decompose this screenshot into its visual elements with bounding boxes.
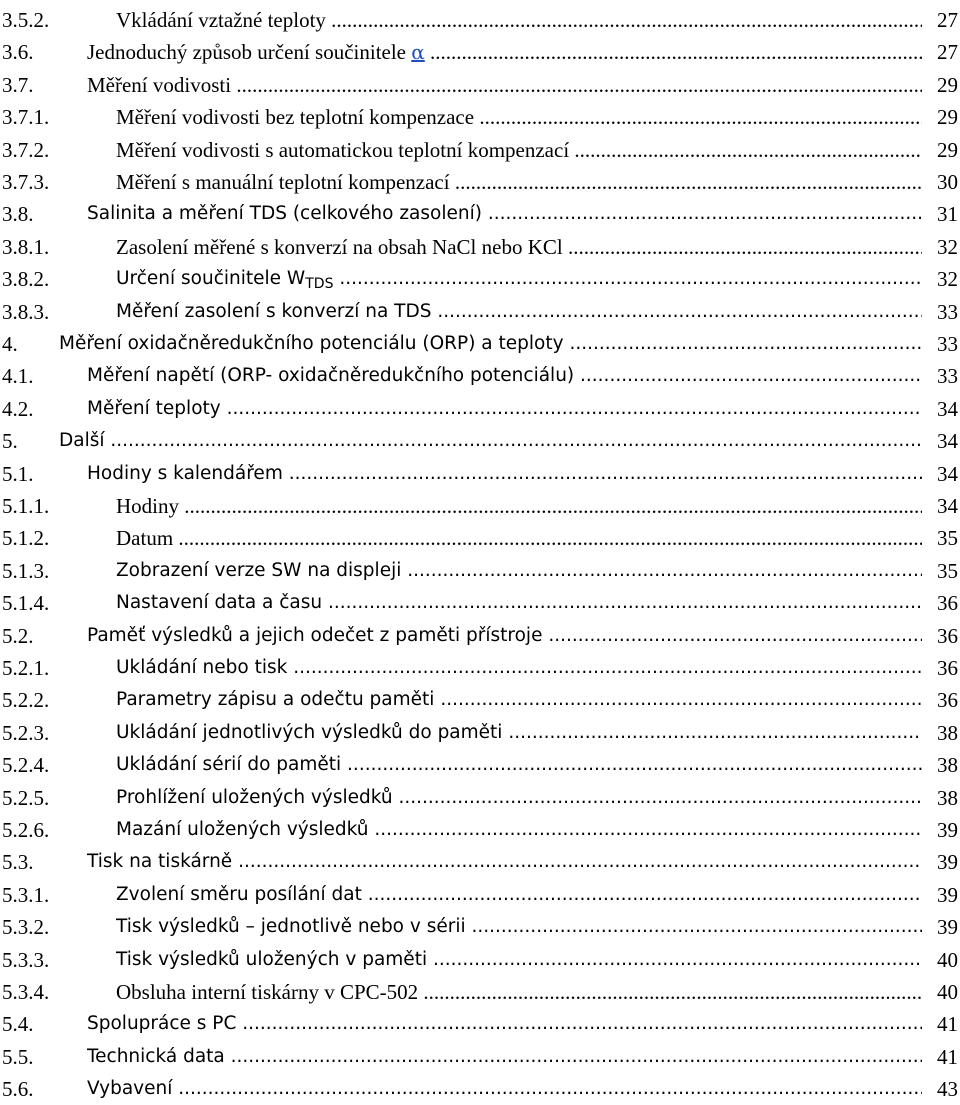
toc-entry-title-text: Tisk výsledků – jednotlivě nebo v sérii xyxy=(116,916,466,938)
toc-entry-title xyxy=(87,1073,922,1105)
toc-entry-title-text: Prohlížení uložených výsledků xyxy=(116,786,393,808)
toc-entry-number: 4. xyxy=(2,332,18,356)
toc-entry-title xyxy=(87,458,922,490)
toc-entry-number: 5.1.4. xyxy=(2,591,50,616)
toc-entry-subscript: TDS xyxy=(305,276,334,293)
toc-entry-page-number: 40 xyxy=(937,947,958,972)
toc-entry[interactable] xyxy=(0,522,960,554)
toc-entry-title-text: Salinita a měření TDS (celkového zasolení) xyxy=(87,203,482,225)
toc-entry-page-number: 38 xyxy=(937,785,958,810)
toc-entry-title-text: Zvolení směru posílání dat xyxy=(116,883,362,905)
toc-entry-title-text: Zobrazení verze SW na displeji xyxy=(116,559,402,581)
toc-entry-title-text: Další xyxy=(59,430,105,452)
toc-entry[interactable] xyxy=(0,393,960,425)
toc-entry-number: 3.7. xyxy=(2,72,34,97)
toc-entry-title-text: Zasolení měřené s konverzí na obsah NaCl nebo KCl xyxy=(116,234,563,259)
toc-entry[interactable] xyxy=(0,782,960,814)
toc-entry-title xyxy=(116,879,922,911)
toc-entry-title xyxy=(116,134,922,166)
toc-entry-number: 5.3.2. xyxy=(2,915,50,940)
toc-entry-title-text: Ukládání sérií do paměti xyxy=(116,754,342,776)
toc-entry-number: 3.8.2. xyxy=(2,267,50,292)
toc-entry-title-text: Měření vodivosti bez teplotní kompenzace xyxy=(116,105,475,130)
toc-entry-page-number: 35 xyxy=(937,558,958,583)
toc-entry-number: 5.6. xyxy=(2,1077,34,1102)
toc-entry-number: 5.2.6. xyxy=(2,818,50,842)
toc-entry-title xyxy=(116,101,922,133)
toc-entry-page-number: 43 xyxy=(937,1077,958,1102)
toc-entry[interactable] xyxy=(0,1041,960,1073)
toc-entry-title-text: Mazání uložených výsledků xyxy=(116,819,369,840)
toc-entry-title xyxy=(116,944,922,976)
toc-entry[interactable] xyxy=(0,231,960,263)
toc-entry[interactable] xyxy=(0,4,960,36)
toc-entry-number: 5.2. xyxy=(2,623,34,648)
toc-entry-title xyxy=(116,231,922,263)
toc-entry-number: 5.2.2. xyxy=(2,688,50,713)
toc-entry-page-number: 31 xyxy=(937,202,958,227)
toc-entry-page-number: 30 xyxy=(937,170,958,194)
toc-entry-number: 5.2.3. xyxy=(2,720,50,745)
toc-entry[interactable] xyxy=(0,911,960,943)
toc-entry-title-text: Měření zasolení s konverzí na TDS xyxy=(116,300,432,322)
toc-entry-page-number: 34 xyxy=(937,461,958,486)
toc-entry-number: 3.8. xyxy=(2,202,34,227)
toc-entry-title xyxy=(87,360,922,392)
toc-entry-title xyxy=(87,846,922,878)
toc-entry-number: 5.4. xyxy=(2,1012,34,1037)
toc-entry-number: 5.3. xyxy=(2,850,34,875)
toc-entry-number: 4.2. xyxy=(2,396,34,421)
toc-entry-title-text: Nastavení data a času xyxy=(116,592,323,614)
toc-entry-title xyxy=(87,69,922,101)
alpha-symbol-link[interactable]: α xyxy=(411,40,425,65)
toc-entry-page-number: 34 xyxy=(937,429,958,454)
toc-entry[interactable] xyxy=(0,425,960,457)
toc-entry-title xyxy=(116,490,922,522)
toc-entry-title xyxy=(116,555,922,587)
toc-entry-number: 5.1.3. xyxy=(2,558,50,583)
toc-entry-page-number: 41 xyxy=(937,1044,958,1069)
toc-entry-number: 3.7.3. xyxy=(2,170,50,194)
toc-entry-number: 5.2.5. xyxy=(2,785,50,810)
toc-entry[interactable] xyxy=(0,296,960,328)
toc-entry-title xyxy=(116,296,922,328)
toc-entry-page-number: 35 xyxy=(937,526,958,551)
toc-entry[interactable] xyxy=(0,1073,960,1105)
toc-entry-page-number: 34 xyxy=(937,494,958,518)
toc-entry-title xyxy=(59,425,922,457)
toc-entry[interactable] xyxy=(0,717,960,749)
toc-entry-title xyxy=(87,620,922,652)
toc-entry-page-number: 33 xyxy=(937,364,958,389)
toc-entry-page-number: 29 xyxy=(937,72,958,97)
toc-entry-title-text: Obsluha interní tiskárny v CPC-502 xyxy=(116,980,419,1004)
toc-entry-number: 5.1.1. xyxy=(2,494,50,518)
toc-entry-number: 4.1. xyxy=(2,364,34,389)
toc-entry-title-text: Jednoduchý způsob určení součinitele xyxy=(87,40,412,65)
toc-entry-title xyxy=(116,911,922,943)
toc-entry-title xyxy=(116,976,922,1008)
toc-entry-page-number: 29 xyxy=(937,137,958,162)
toc-entry-title-text: Datum xyxy=(116,526,174,551)
toc-entry-page-number: 32 xyxy=(937,267,958,292)
toc-entry-number: 5.1.2. xyxy=(2,526,50,551)
toc-entry-number: 3.7.1. xyxy=(2,105,50,130)
toc-entry-title-text: Vybavení xyxy=(87,1078,173,1100)
toc-entry[interactable] xyxy=(0,944,960,976)
toc-entry-title xyxy=(87,393,922,425)
toc-entry[interactable] xyxy=(0,814,960,846)
toc-entry-title xyxy=(116,652,922,684)
toc-entry-page-number: 27 xyxy=(937,8,958,32)
toc-entry-title-text: Paměť výsledků a jejich odečet z paměti přístroje xyxy=(87,624,543,646)
toc-entry-title xyxy=(87,1008,922,1040)
toc-entry[interactable] xyxy=(0,555,960,587)
toc-entry[interactable] xyxy=(0,976,960,1008)
toc-entry[interactable] xyxy=(0,490,960,522)
toc-entry-title xyxy=(116,814,922,846)
toc-entry-title-text: Měření vodivosti xyxy=(87,72,232,97)
toc-entry-title xyxy=(116,587,922,619)
toc-entry[interactable] xyxy=(0,69,960,101)
toc-entry-page-number: 32 xyxy=(937,234,958,259)
toc-entry-number: 5. xyxy=(2,429,18,454)
toc-entry-page-number: 38 xyxy=(937,753,958,778)
toc-entry[interactable] xyxy=(0,620,960,652)
toc-entry-title-text: Hodiny xyxy=(116,494,179,518)
toc-entry[interactable] xyxy=(0,36,960,68)
toc-entry-page-number: 36 xyxy=(937,656,958,680)
toc-entry[interactable] xyxy=(0,846,960,878)
toc-entry-title-text: Tisk na tiskárně xyxy=(87,851,233,873)
toc-entry-title-text: Měření vodivosti s automatickou teplotní kompenzací xyxy=(116,137,570,162)
toc-entry-title xyxy=(87,1041,922,1073)
toc-entry-title xyxy=(116,522,922,554)
toc-entry[interactable] xyxy=(0,684,960,716)
toc-entry-title xyxy=(87,36,922,68)
toc-entry[interactable] xyxy=(0,328,960,360)
toc-entry-page-number: 39 xyxy=(937,882,958,907)
toc-entry-page-number: 34 xyxy=(937,396,958,421)
toc-entry-number: 3.8.1. xyxy=(2,234,50,259)
toc-entry[interactable] xyxy=(0,749,960,781)
toc-entry[interactable] xyxy=(0,652,960,684)
toc-entry-page-number: 36 xyxy=(937,591,958,616)
toc-entry-title-text: Měření teploty xyxy=(87,397,221,419)
toc-entry-number: 3.5.2. xyxy=(2,8,50,32)
toc-entry-page-number: 41 xyxy=(937,1012,958,1037)
toc-entry[interactable] xyxy=(0,458,960,490)
toc-entry-title-text: Měření oxidačněredukčního potenciálu (ORP) a teploty xyxy=(59,333,564,354)
toc-entry-title xyxy=(116,717,922,749)
toc-entry-title-text: Vkládání vztažné teploty xyxy=(116,8,326,32)
toc-entry-title-text: Měření s manuální teplotní kompenzací xyxy=(116,170,450,194)
toc-entry-number: 3.8.3. xyxy=(2,299,50,324)
toc-entry[interactable] xyxy=(0,134,960,166)
toc-entry-number: 5.5. xyxy=(2,1044,34,1069)
toc-entry-number: 5.3.4. xyxy=(2,980,50,1004)
toc-entry-number: 3.6. xyxy=(2,40,34,65)
toc-entry-page-number: 36 xyxy=(937,623,958,648)
toc-entry-title xyxy=(116,684,922,716)
toc-entry-title-text: Hodiny s kalendářem xyxy=(87,462,283,484)
toc-entry-page-number: 40 xyxy=(937,980,958,1004)
toc-entry-page-number: 39 xyxy=(937,818,958,842)
toc-entry-title xyxy=(116,782,922,814)
toc-entry-page-number: 39 xyxy=(937,850,958,875)
toc-entry[interactable] xyxy=(0,263,960,295)
toc-entry-title-text: Určení součinitele W xyxy=(116,268,306,290)
toc-entry-number: 5.1. xyxy=(2,461,34,486)
toc-entry-title xyxy=(116,166,922,198)
toc-entry[interactable] xyxy=(0,1008,960,1040)
toc-entry-page-number: 36 xyxy=(937,688,958,713)
toc-entry-title-text: Tisk výsledků uložených v paměti xyxy=(116,948,428,970)
toc-entry[interactable] xyxy=(0,101,960,133)
toc-entry-title-text: Měření napětí (ORP- oxidačněredukčního potenciálu) xyxy=(87,365,575,387)
toc-entry-title xyxy=(87,198,922,230)
toc-entry[interactable] xyxy=(0,587,960,619)
toc-entry[interactable] xyxy=(0,360,960,392)
toc-entry-page-number: 38 xyxy=(937,720,958,745)
toc-entry-page-number: 27 xyxy=(937,40,958,65)
toc-entry[interactable] xyxy=(0,166,960,198)
toc-entry-title-text: Ukládání nebo tisk xyxy=(116,657,288,678)
toc-entry-number: 5.2.4. xyxy=(2,753,50,778)
toc-entry-page-number: 33 xyxy=(937,299,958,324)
toc-entry-title-text: Parametry zápisu a odečtu paměti xyxy=(116,689,435,711)
toc-entry-title-text: Spolupráce s PC xyxy=(87,1013,237,1035)
toc-entry-number: 5.3.1. xyxy=(2,882,50,907)
toc-entry-title-text: Technická data xyxy=(87,1045,225,1067)
toc-entry[interactable] xyxy=(0,879,960,911)
toc-entry-page-number: 29 xyxy=(937,105,958,130)
toc-entry-number: 5.2.1. xyxy=(2,656,50,680)
toc-entry[interactable] xyxy=(0,198,960,230)
toc-entry-page-number: 33 xyxy=(937,332,958,356)
toc-entry-number: 3.7.2. xyxy=(2,137,50,162)
toc-entry-title xyxy=(116,749,922,781)
toc-entry-title-text: Ukládání jednotlivých výsledků do paměti xyxy=(116,721,503,743)
toc-entry-title xyxy=(116,4,922,36)
toc-entry-title xyxy=(59,328,922,360)
toc-entry-number: 5.3.3. xyxy=(2,947,50,972)
toc-entry-page-number: 39 xyxy=(937,915,958,940)
